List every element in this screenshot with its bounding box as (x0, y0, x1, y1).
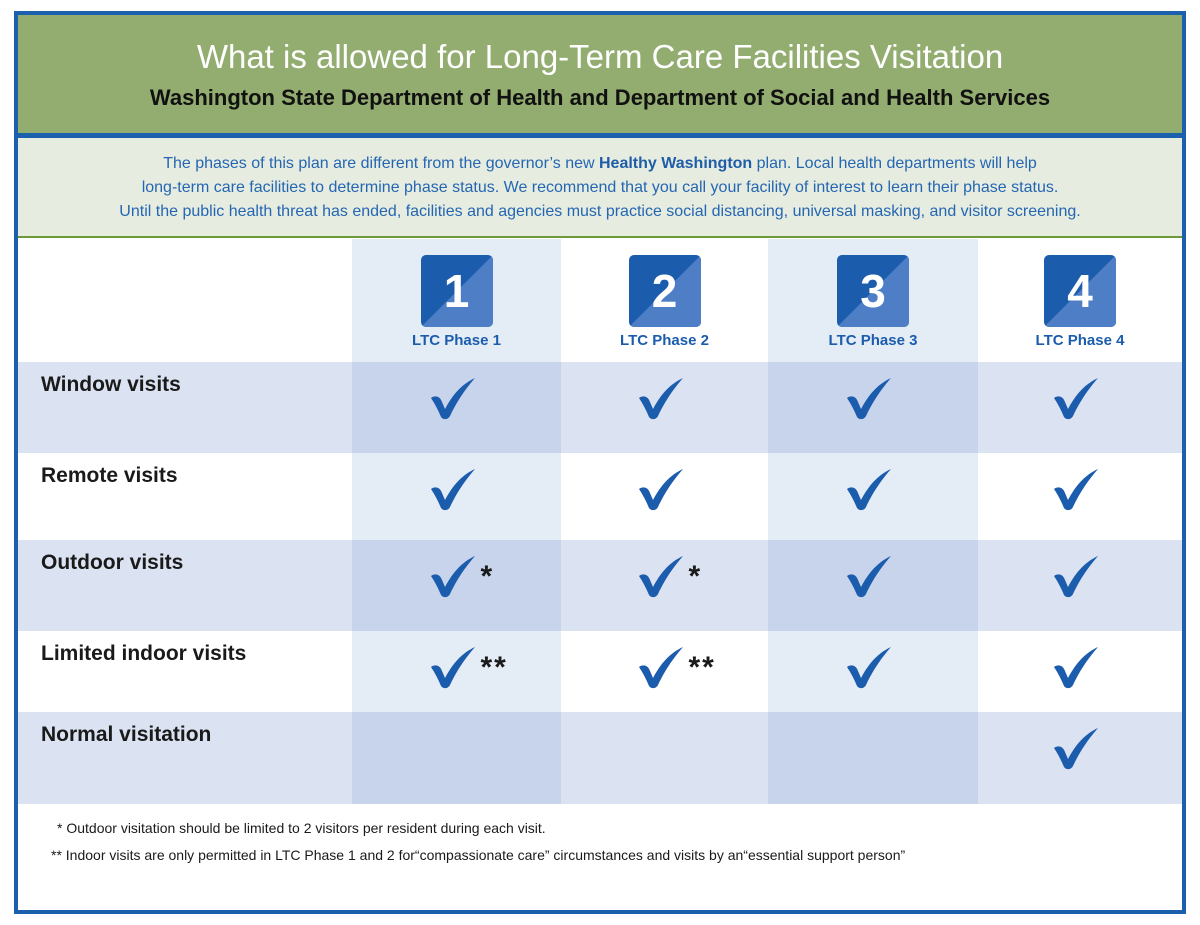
footnotes (18, 804, 1182, 910)
phase-number: 1 (443, 265, 470, 317)
table-cell (561, 631, 768, 712)
checkmark-icon (845, 376, 893, 420)
footnote-marker: * (688, 560, 703, 593)
table-cell (768, 453, 978, 540)
checkmark-icon (429, 645, 477, 689)
table-cell (978, 453, 1182, 540)
footnote-marker: ** (688, 651, 716, 684)
checkmark-icon (637, 376, 685, 420)
phase-number-badge (837, 255, 909, 327)
footnote-indoor: ** Indoor visits are only permitted in LTC Phase 1 and 2 for“compassionate care” circumstances and visits by an“essential support person” (51, 847, 906, 863)
phase-number-badge (629, 255, 701, 327)
checkmark-icon (637, 645, 685, 689)
phase-label: LTC Phase 3 (828, 332, 918, 349)
table-cell (768, 540, 978, 631)
table-row (18, 631, 1182, 712)
checkmark-icon (637, 467, 685, 511)
checkmark-icon (1052, 645, 1100, 689)
phase-label: LTC Phase 4 (1035, 332, 1125, 349)
infographic-frame (14, 11, 1186, 914)
intro-line-1 (18, 152, 1182, 176)
intro-line-3: Until the public health threat has ended, facilities and agencies must practice social distancing, universal masking, and visitor screening. (119, 203, 1081, 220)
table-cell (561, 540, 768, 631)
table-cell (352, 631, 561, 712)
checkmark-icon (637, 554, 685, 598)
row-label: Outdoor visits (41, 551, 184, 574)
phase-header (561, 239, 768, 364)
table-cell (561, 453, 768, 540)
row-label: Limited indoor visits (41, 642, 247, 665)
checkmark-icon (1052, 376, 1100, 420)
table-cell (352, 362, 561, 453)
healthy-washington-emphasis: Healthy Washington (599, 155, 753, 172)
checkmark-icon (429, 467, 477, 511)
table-row (18, 453, 1182, 540)
checkmark-icon (429, 376, 477, 420)
intro-text (18, 138, 1182, 238)
phase-header (352, 239, 561, 364)
row-label: Window visits (41, 373, 181, 396)
phase-number: 3 (860, 265, 886, 317)
row-label: Normal visitation (41, 723, 212, 746)
header-banner (18, 15, 1182, 133)
intro-line-1-end: plan. Local health departments will help (752, 155, 1037, 172)
table-row (18, 540, 1182, 631)
table-row (18, 712, 1182, 804)
table-row (18, 362, 1182, 453)
page-subtitle: Washington State Department of Health and Department of Social and Health Services (149, 85, 1051, 110)
checkmark-icon (845, 554, 893, 598)
phase-label: LTC Phase 2 (620, 332, 709, 349)
page-title: What is allowed for Long-Term Care Facilities Visitation (196, 38, 1004, 75)
table-cell (768, 631, 978, 712)
footnote-outdoor: * Outdoor visitation should be limited to 2 visitors per resident during each visit. (57, 820, 546, 836)
phase-header (768, 239, 978, 364)
footnote-marker: ** (480, 651, 508, 684)
phase-number: 2 (651, 265, 678, 317)
intro-line-1-start: The phases of this plan are different from the governor’s new (163, 155, 599, 172)
table-cell (978, 540, 1182, 631)
checkmark-icon (1052, 467, 1100, 511)
table-cell (978, 631, 1182, 712)
phase-number: 4 (1067, 265, 1093, 317)
table-cell (352, 712, 561, 804)
row-label: Remote visits (41, 464, 178, 487)
checkmark-icon (1052, 726, 1100, 770)
footnote-marker: * (480, 560, 495, 593)
phase-header (978, 239, 1182, 364)
intro-line-2: long-term care facilities to determine phase status. We recommend that you call your facility of interest to learn their phase status. (141, 179, 1059, 196)
table-cell (978, 712, 1182, 804)
table-cell (352, 540, 561, 631)
table-cell (978, 362, 1182, 453)
table-cell (768, 712, 978, 804)
checkmark-icon (845, 645, 893, 689)
phase-number-badge (421, 255, 493, 327)
table-cell (768, 362, 978, 453)
table-cell (352, 453, 561, 540)
checkmark-icon (1052, 554, 1100, 598)
table-cell (561, 712, 768, 804)
checkmark-icon (429, 554, 477, 598)
table-cell (561, 362, 768, 453)
phase-number-badge (1044, 255, 1116, 327)
checkmark-icon (845, 467, 893, 511)
phase-label: LTC Phase 1 (412, 332, 501, 349)
